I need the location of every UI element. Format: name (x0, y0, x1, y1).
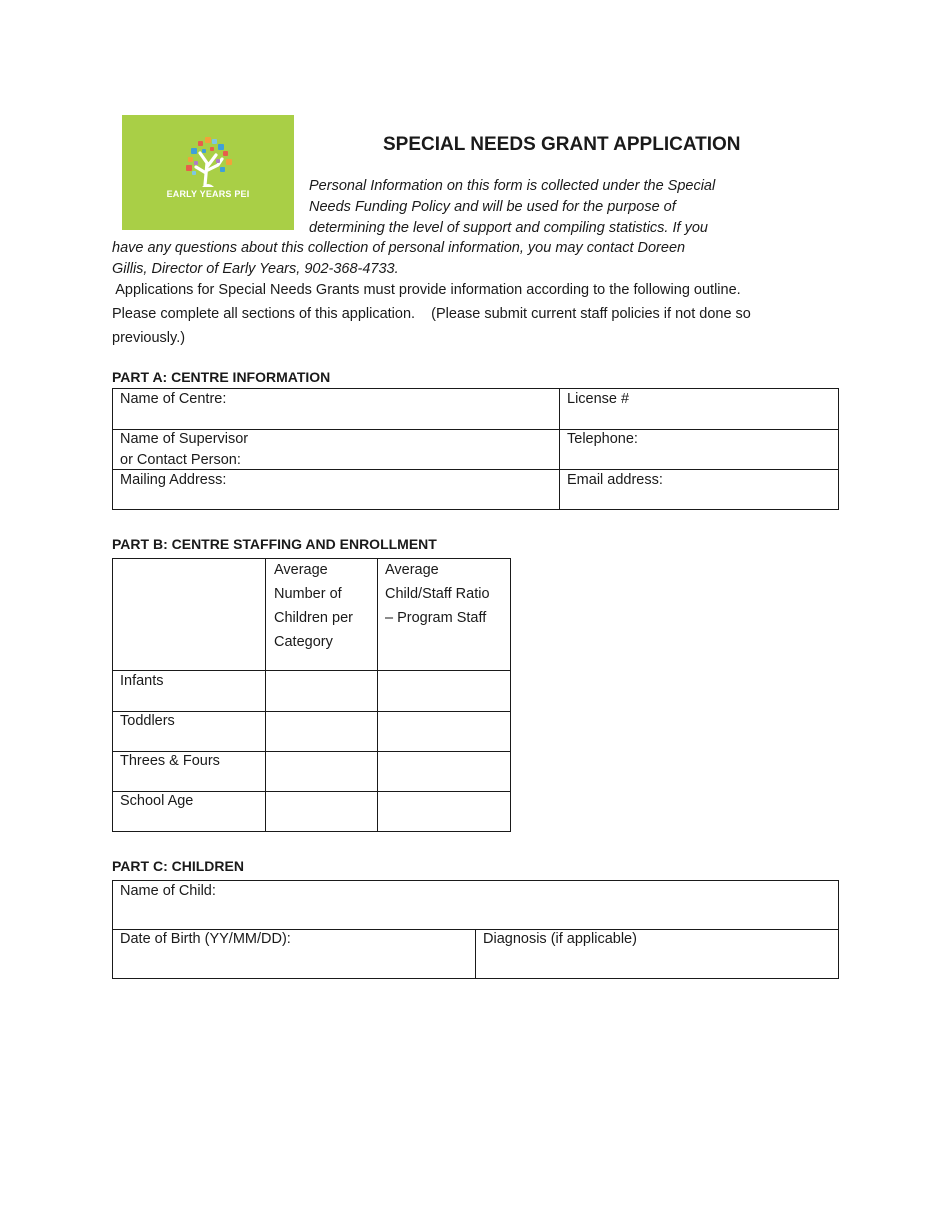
diagnosis-field[interactable]: Diagnosis (if applicable) (483, 931, 637, 947)
row-school-age-label: School Age (120, 793, 194, 809)
infants-ratio-input[interactable] (378, 671, 510, 711)
col-avg-children-line-2: Number of (274, 586, 342, 602)
notice-line-2: Needs Funding Policy and will be used for the purpose of (309, 199, 676, 215)
mailing-address-field[interactable]: Mailing Address: (120, 472, 227, 488)
toddlers-avg-children-input[interactable] (266, 712, 377, 751)
name-of-centre-field[interactable]: Name of Centre: (120, 391, 227, 407)
part-b-heading: PART B: CENTRE STAFFING AND ENROLLMENT (112, 536, 437, 552)
notice-line-5: Gillis, Director of Early Years, 902-368-4733. (112, 261, 399, 277)
col-ratio-line-2: Child/Staff Ratio (385, 586, 490, 602)
intro-line-3: previously.) (112, 330, 186, 346)
supervisor-field-line-2[interactable]: or Contact Person: (120, 452, 241, 468)
page-title: SPECIAL NEEDS GRANT APPLICATION (383, 134, 741, 155)
staffing-enrollment-table (112, 558, 511, 832)
early-years-pei-logo (122, 115, 294, 230)
threes-fours-ratio-input[interactable] (378, 752, 510, 791)
logo-text: EARLY YEARS PEI (166, 189, 250, 199)
email-address-field[interactable]: Email address: (567, 472, 663, 488)
col-avg-children-line-4: Category (274, 634, 333, 650)
supervisor-field-line-1[interactable]: Name of Supervisor (120, 431, 249, 447)
col-avg-children-header (274, 558, 353, 654)
license-field[interactable]: License # (567, 391, 630, 407)
col-child-staff-ratio-header (385, 558, 490, 630)
part-c-heading: PART C: CHILDREN (112, 858, 244, 874)
notice-line-4: have any questions about this collection of personal information, you may contact Doreen (112, 240, 686, 256)
col-ratio-line-1: Average (385, 562, 439, 578)
tree-icon (122, 115, 294, 230)
telephone-field[interactable]: Telephone: (567, 431, 638, 447)
row-infants-label: Infants (120, 673, 164, 689)
toddlers-ratio-input[interactable] (378, 712, 510, 751)
part-a-heading: PART A: CENTRE INFORMATION (112, 369, 331, 385)
row-toddlers-label: Toddlers (120, 713, 175, 729)
children-table (112, 880, 839, 979)
name-of-child-field[interactable]: Name of Child: (120, 883, 216, 899)
row-threes-fours-label: Threes & Fours (120, 753, 220, 769)
school-age-avg-children-input[interactable] (266, 792, 377, 831)
school-age-ratio-input[interactable] (378, 792, 510, 831)
date-of-birth-field[interactable]: Date of Birth (YY/MM/DD): (120, 931, 291, 947)
centre-information-table (112, 388, 839, 510)
intro-line-1: Applications for Special Needs Grants must provide information according to the following outline. (112, 282, 741, 298)
col-ratio-line-3: – Program Staff (385, 610, 487, 626)
infants-avg-children-input[interactable] (266, 671, 377, 711)
threes-fours-avg-children-input[interactable] (266, 752, 377, 791)
col-avg-children-line-1: Average (274, 562, 328, 578)
col-avg-children-line-3: Children per (274, 610, 353, 626)
notice-line-3: determining the level of support and compiling statistics. If you (309, 220, 708, 236)
intro-line-2: Please complete all sections of this application. (Please submit current staff policies if not done so (112, 306, 751, 322)
notice-line-1: Personal Information on this form is collected under the Special (309, 178, 716, 194)
